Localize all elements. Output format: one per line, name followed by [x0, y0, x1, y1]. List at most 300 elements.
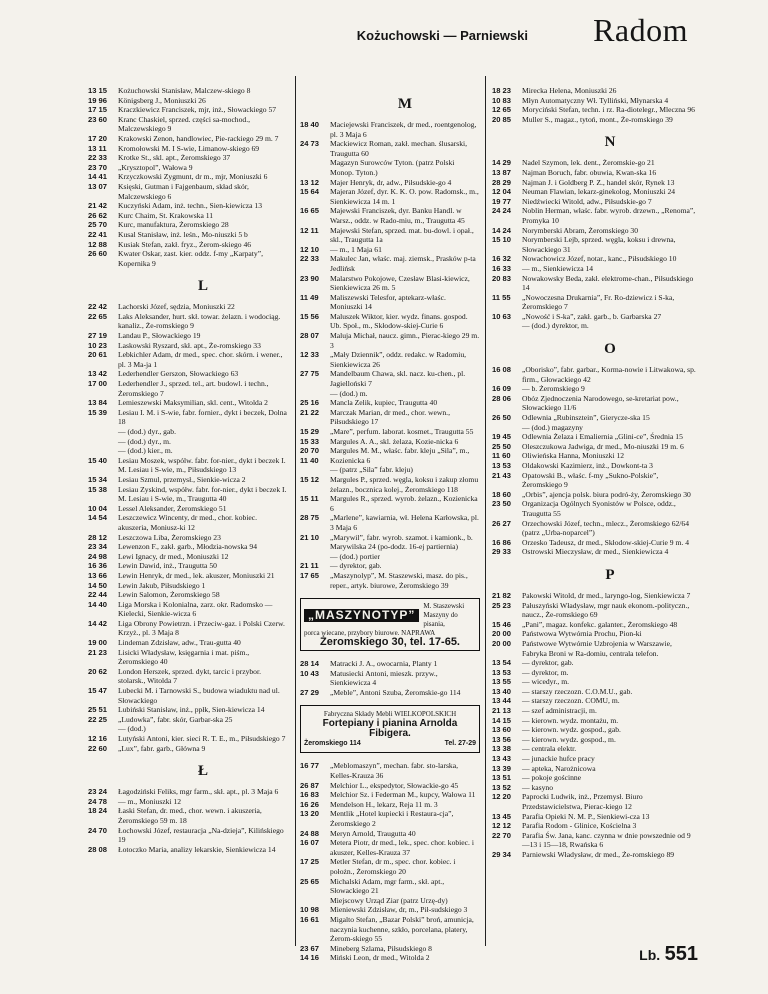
directory-entry: [300, 761, 480, 780]
entry-text: Kwater Oskar, zast. kier. oddz. f-my „Karpaty”, Kopernika 9: [118, 249, 263, 268]
directory-entry: [492, 413, 698, 432]
entry-text: Paprocki Ludwik, inż., Przemysł. Biuro Przedstawicielstwa, Pierac-kiego 12: [522, 792, 643, 811]
entry-text: Mendelson H., lekarz, Reja 11 m. 3 Mentlik „Hotel kupiecki i Restaura-cja”, Żeromskiego 2: [330, 799, 454, 829]
directory-entry: [492, 254, 698, 264]
page-header: [0, 10, 768, 66]
directory-entry: [492, 490, 698, 500]
phone-number: 23 90: [300, 273, 320, 283]
entry-text: — m., Sienkiewicza 14 Nowakowsky Beda, zakł. elektrome-chan., Piłsudskiego 14: [522, 263, 694, 293]
phone-number: 15 29: [300, 427, 320, 436]
directory-entry: [88, 797, 288, 826]
directory-entry: [88, 134, 288, 144]
phone-number: 24 70: [88, 825, 108, 835]
phone-number: 14 50 22 44 14 40: [88, 580, 108, 609]
advert-headline: Fortepiany i pianina Arnolda Fibigera.: [322, 718, 458, 740]
entry-text: Oleszczukowa Jadwiga, dr med., Mo-niuszki 19 m. 6: [522, 441, 684, 451]
directory-entry: [492, 629, 698, 639]
entry-text: Noblin Herman, właśc. fabr. wyrob. drzewn., „Renoma”, Promyka 10: [522, 206, 696, 225]
phone-number: 28 14 10 43: [300, 659, 320, 678]
entry-text: Leszczowa Liba, Żeromskiego 23 Lewenzon F., zakł. garb., Młodzia-nowska 94: [118, 532, 257, 552]
phone-number: 21 11 17 65: [300, 561, 320, 580]
entry-text: Kurc Chaim, St. Krakowska 11 Kurc, manufaktura, Żeromskiego 28 Kusal Stanisław, inż. leśn., Mo-niuszki 5 b: [118, 210, 248, 239]
entry-text: Majewski Stefan, sprzed. mat. bu-dowl. i opał., skl., Traugutta 1a: [330, 225, 474, 245]
entry-text: Orzechowski Józef, techn., mlecz., Żeromskiego 62/64 (patrz „Urba-noparcel”): [522, 518, 690, 538]
entry-text: Lutyński Antoni, kier. sieci R. T. E., m., Piłsudskiego 7: [118, 734, 286, 743]
directory-entry: [88, 734, 288, 744]
phone-number: 16 83: [300, 790, 320, 800]
entry-text: Majewski Franciszek, dyr. Banku Handl. w Warsz., oddz. w Rado-miu, m., Traugutta 45: [330, 206, 465, 225]
phone-number: 24 78 18 24: [88, 796, 108, 816]
phone-number: 16 77: [300, 761, 320, 771]
directory-entry: [300, 178, 480, 188]
directory-entry: [88, 398, 288, 408]
phone-number: 24 98 16 36 13 66: [88, 551, 108, 580]
entry-text: Lemieszewski Maksymilian, skl. cent., Witolda 2: [118, 398, 268, 408]
directory-entry: [492, 442, 698, 452]
directory-entry: [492, 86, 698, 105]
directory-entry: [300, 475, 480, 494]
directory-entry: [88, 96, 288, 115]
directory-entry: [88, 504, 288, 533]
entry-text: Odlewnia Żelaza i Emaliernia „Glini-ce”, Średnia 15: [522, 432, 683, 442]
directory-entry: [492, 620, 698, 630]
phone-number: 23 67 14 16: [300, 943, 320, 963]
directory-entry: [88, 533, 288, 552]
phone-number: 15 39: [88, 407, 108, 417]
directory-entry: [88, 638, 288, 648]
phone-number: 20 00: [492, 638, 512, 648]
directory-entry: [88, 249, 288, 268]
entry-text: Mineberg Szlama, Piłsudskiego 8 Miński Leon, dr med., Witolda 2: [330, 943, 432, 963]
entry-text: London Herszek, sprzed. dykt, tarcic i przybor. stolarsk., Witolda 7: [118, 666, 261, 686]
directory-entry: [492, 499, 698, 518]
directory-entry: [492, 471, 698, 490]
entry-text: Margules A. A., skl. żelaza, Kozie-nicka 6: [330, 436, 459, 446]
directory-entry: [300, 120, 480, 139]
section-letter: M: [397, 96, 413, 112]
page-footer: [639, 943, 698, 966]
phone-number: 28 75: [300, 513, 320, 523]
entry-text: „Nowoczesna Drukarnia”, Fr. Ro-dziewicz i S-ka, Żeromskiego 7: [522, 292, 675, 312]
entry-text: Parniewski Władysław, dr med., Że-romskiego 89: [522, 849, 675, 859]
entry-text: Margules R., sprzed. wyrob. żelazn., Kozienicka 6: [330, 494, 478, 513]
phone-number: 22 42 22 65: [88, 302, 108, 321]
phone-number: 26 62 25 70 22 41: [88, 210, 108, 239]
entry-text: Landau P., Słowackiego 19 Laskowski Ryszard, skł. apt., Że-romskiego 33: [118, 331, 261, 350]
phone-number: 12 11: [300, 225, 319, 235]
directory-entry: [88, 845, 288, 855]
directory-entry: [88, 153, 288, 182]
entry-text: — dyrektor, gab. — dyrektor, m. — wicedyr., m. — starszy rzeczozn. C.O.M.U., gab. — starszy rzeczozn. COMU, m. — szef administracji, m. — kierown. wydz. montażu, m. — kierown. wydz. gospod., gab. — kierown. wydz. gospod., m. — centrala elektr. — junackie hufce pracy — apteka, Narożnicowa — pokoje gościnne — kasyno: [522, 658, 633, 792]
entry-text: Księski, Gutman i Fajgenbaum, skład skór, Malczewskiego 6: [118, 181, 249, 201]
phone-number: 21 43: [492, 470, 512, 480]
entry-text: — dyrektor, gab. „Maszynolyp”, M. Staszewski, masz. do pis., reper., artyk. biurowe, Żeromskiego 39: [330, 561, 468, 590]
directory-entry: [300, 245, 480, 274]
phone-number: 24 24: [492, 206, 512, 216]
phone-number: 27 29: [300, 687, 320, 697]
column-divider: [485, 76, 486, 946]
advert-phone: Tel. 27-29: [444, 740, 476, 748]
section-letter: L: [197, 278, 208, 295]
entry-text: Maliszewski Telesfor, aptekarz-właśc. Moniuszki 14: [330, 292, 446, 312]
phone-number: 13 87: [492, 167, 512, 177]
phone-number: 17 20: [88, 133, 108, 143]
directory-entry: [492, 105, 698, 115]
section-letter: Ł: [197, 763, 208, 780]
entry-text: Maciejewski Franciszek, dr med., roentgenolog, pl. 3 Maja 6: [330, 120, 477, 139]
directory-entry: [492, 432, 698, 442]
entry-text: „Pani”, magaz. konfekc. galanter., Żeromskiego 48: [522, 619, 678, 629]
entry-text: Mirecka Helena, Moniuszki 26 Młyn Automatyczny Wł. Tylliński, Młynarska 4: [522, 86, 669, 105]
directory-entry: [300, 915, 480, 944]
directory-entry: [300, 561, 480, 590]
entry-text: Państwowa Wytwórnia Prochu, Pion-ki: [522, 629, 642, 639]
entry-text: Lewin Jakub, Piłsudskiego 1 Lewin Salomon, Żeromskiego 58 Liga Morska i Kolonialna, zarz. okr. Radomsko — Kielecki, Sienkie-wicza 6: [118, 580, 273, 619]
phone-number: 12 04: [492, 187, 512, 197]
entry-text: Maluszek Wiktor, kier. wydz. finans. gospod. Ub. Społ., m., Skłodow-skiej-Curie 6: [330, 311, 468, 331]
entry-text: „Marlene”, kawiarnia, wł. Helena Karłowska, pl. 3 Maja 6: [330, 513, 479, 532]
entry-text: Lebkichler Adam, dr med., spec. chor. skórn. i wener., pl. 3 Ma-ja 1: [118, 350, 283, 369]
phone-number: 21 82: [492, 590, 512, 600]
phone-number: 23 50: [492, 499, 512, 509]
phone-number: 21 23: [88, 647, 108, 657]
entry-text: Majer Henryk, dr, adw., Piłsudskie-go 4: [330, 177, 452, 187]
entry-text: Muller S., magaz., tytoń, mont., Że-romskiego 39: [522, 114, 673, 124]
directory-entry: [492, 365, 698, 384]
phone-number: 25 65: [300, 876, 320, 886]
phone-number: 13 12: [300, 177, 320, 187]
entry-text: Pakowski Witold, dr med., laryngo-log, Sienkiewicza 7: [522, 590, 691, 600]
phone-number: 11 60 13 53: [492, 451, 512, 470]
entry-text: Michalski Adam, mgr farm., skł. apt., Słowackiego 21 Miejscowy Urząd Ziar (patrz Urzę-dy): [330, 876, 448, 905]
directory-entry: [88, 686, 288, 705]
phone-number: 12 88: [88, 239, 108, 249]
entry-text: „Oborisko”, fabr. garbar., Korma-nowie i Litwakowa, sp. firm., Głowackiego 42: [522, 365, 696, 384]
phone-number: 16 09 28 06: [492, 384, 512, 403]
phone-number: 18 40: [300, 120, 320, 129]
directory-entry: [88, 648, 288, 667]
directory-entry: [300, 427, 480, 437]
directory-column-3: [492, 86, 698, 946]
phone-number: 15 34: [88, 474, 108, 484]
directory-entry: [492, 197, 698, 207]
entry-text: Łotoczko Maria, analizy lekarskie, Sienkiewicza 14: [118, 844, 276, 854]
directory-entry: [492, 519, 698, 538]
entry-text: Meryn Arnold, Traugutta 40 Metera Piotr, dr med., lek., spec. chor. kobiec. i akuszer, Kelles-Krauza 37: [330, 828, 474, 857]
phone-number: 20 00: [492, 629, 512, 639]
entry-text: — b. Żeromskiego 9 Obóz Zjednoczenia Narodowego, se-kretariat pow., Słowackiego 11/6: [522, 384, 679, 413]
directory-entry: [300, 350, 480, 369]
directory-entry: [300, 688, 480, 698]
phone-number: 28 29: [492, 177, 512, 187]
directory-entry: [492, 812, 698, 822]
directory-entry: [300, 293, 480, 312]
entry-text: Margules M. M., właśc. fabr. kleju „Sila”, m., Kozienicka 6 — (patrz „Sila” fabr. kleju): [330, 446, 470, 475]
phone-number: 28 12 23 34: [88, 532, 108, 552]
directory-entry: [88, 581, 288, 619]
phone-number: 16 08: [492, 365, 512, 375]
entry-text: Melchior Sz. i Federman M., kupcy, Wałowa 11: [330, 790, 476, 800]
directory-column-2: [300, 86, 480, 963]
entry-text: Parafia Opieki N. M. P., Sienkiewi-cza 13: [522, 811, 650, 821]
phone-number: 14 42: [88, 618, 108, 628]
phone-number: 20 62: [88, 666, 108, 676]
phone-number: 19 00: [88, 638, 108, 648]
phone-number: 10 04 14 54: [88, 503, 108, 523]
entry-text: Kożuchowski Stanisław, Malczew-skiego 8: [118, 86, 251, 95]
directory-entry: [300, 206, 480, 225]
directory-entry: [88, 86, 288, 96]
phone-number: 13 15: [88, 86, 108, 95]
directory-entry: [300, 369, 480, 398]
phone-number: 15 12: [300, 474, 320, 484]
header-city: Radom: [593, 12, 688, 48]
phone-number: 12 12 22 70: [492, 821, 512, 840]
phone-number: 25 50: [492, 441, 512, 451]
entry-text: Königsberg J., Moniuszki 26 Kraczkiewicz Franciszek, mjr, inż., Słowackiego 57: [118, 95, 277, 115]
directory-entry: [300, 800, 480, 829]
directory-entry: [300, 905, 480, 915]
phone-number: 26 60: [88, 249, 108, 259]
directory-entry: [492, 168, 698, 178]
header-names: Kożuchowski — Parniewski: [356, 28, 528, 43]
phone-number: 13 07: [88, 181, 108, 191]
entry-text: Lesiau Zyskind, współw. fabr. for-nier., dykt i beczek I. M. Lesiau i S-wie, m., Traugutta 40: [118, 484, 287, 504]
phone-number: 19 77: [492, 196, 512, 206]
directory-entry: [492, 312, 698, 331]
directory-entry: [300, 857, 480, 876]
phone-number: 26 50: [492, 413, 512, 423]
directory-entry: [88, 619, 288, 638]
entry-text: Lesiau Moszek, wspólw. fabr. for-nier., dykt i beczek I. M. Lesiau i S-wie, m., Piłsudskiego 13: [118, 455, 286, 475]
phone-number: 12 65: [492, 105, 512, 115]
directory-entry: [88, 182, 288, 201]
directory-entry: [300, 331, 480, 350]
entry-text: Neuman Flawian, lekarz-ginekolog, Moniuszki 24: [522, 187, 676, 197]
entry-text: Liga Obrony Powietrzn. i Przeciw-gaz. i Polski Czerw. Krzyż., pl. 3 Maja 8: [118, 618, 285, 638]
directory-entry: [88, 350, 288, 369]
directory-entry: [492, 639, 698, 658]
phone-number: 20 61: [88, 350, 108, 360]
phone-number: 16 32: [492, 254, 512, 264]
directory-entry: [492, 547, 698, 557]
advert-line: porca wiecane, przybory biurowe. NAPRAWA: [304, 629, 436, 638]
phone-number: 28 07: [300, 331, 320, 341]
directory-entry: [88, 201, 288, 211]
phone-number: 22 33 23 70 14 41: [88, 153, 108, 182]
entry-text: „Meblomaszyn”, mechan. fabr. sto-larska, Kelles-Krauza 36: [330, 761, 458, 781]
directory-entry: [492, 187, 698, 197]
phone-number: 25 51: [88, 705, 108, 715]
phone-number: 15 33: [300, 436, 320, 446]
directory-entry: [492, 115, 698, 125]
advert-text: [423, 602, 476, 629]
directory-entry: [492, 821, 698, 850]
entry-text: Kuczyński Adam, inż. techn., Sien-kiewicza 13: [118, 201, 263, 211]
phone-number: 16 65: [300, 206, 320, 216]
directory-entry: [492, 591, 698, 601]
phone-number: 23 60: [88, 114, 108, 124]
directory-entry: [88, 715, 288, 734]
phone-number: 15 38: [88, 484, 108, 494]
phone-number: 26 27: [492, 518, 512, 528]
phone-number: 10 98: [300, 905, 320, 915]
section-letter: N: [604, 134, 616, 151]
directory-entry: [492, 226, 698, 255]
phone-number: 10 63: [492, 311, 512, 321]
directory-entry: [88, 744, 288, 754]
advert-row: [304, 602, 476, 629]
directory-entry: [300, 944, 480, 963]
phone-number: 24 73: [300, 139, 320, 149]
phone-number: 15 46: [492, 619, 512, 629]
phone-number: 29 33: [492, 547, 512, 557]
directory-entry: [88, 408, 288, 456]
advert-line: Fabryczna Składy Mebli WIELKOPOLSKICH: [323, 710, 457, 719]
entry-text: Lubecki M. i Tarnowski S., budowa wiaduktu nad ul. Słowackiego: [118, 686, 280, 705]
entry-text: Malarstwo Pokojowe, Czesław Blasi-kiewicz, Sienkiewicza 26 m. 5: [330, 273, 470, 293]
advert-logo: „MASZYNOTYP”: [304, 609, 419, 622]
phone-number: 16 61: [300, 914, 320, 924]
phone-number: 18 23 10 83: [492, 86, 512, 105]
directory-entry: [88, 331, 288, 350]
advert-line: M. Staszewski: [423, 602, 465, 611]
entry-text: Majeran Józef, dyr. K. K. O. pow. Radomsk., m., Sienkiewicza 14 m. 1: [330, 187, 479, 206]
directory-entry: [300, 781, 480, 791]
phone-number: 13 84: [88, 398, 108, 408]
directory-entry: [300, 226, 480, 245]
directory-entry: [88, 475, 288, 485]
entry-text: Margules P., sprzed. węgla, koksu i zakup złomu żelazn., bocznica kolej., Żeromskiego 118: [330, 474, 479, 494]
directory-entry: [300, 513, 480, 532]
directory-entry: [88, 705, 288, 715]
entry-text: Lachorski Józef, sędzia, Moniuszki 22 Laks Aleksander, hurt. skł. towar. żelazn. i wodociąg. kanaliz., Że-romskiego 9: [118, 302, 281, 331]
phone-number: 17 25: [300, 857, 320, 867]
page-number: 551: [664, 943, 698, 965]
entry-text: Łochowski Józef, restauracja „Na-dzieja”, Kilińskiego 19: [118, 825, 284, 845]
phone-number: 18 60: [492, 489, 512, 499]
phone-number: 16 33 20 83: [492, 263, 512, 283]
maszynotyp-advert: [300, 598, 480, 651]
directory-entry: [492, 178, 698, 188]
directory-entry: [88, 826, 288, 845]
phone-number: 13 11: [88, 143, 107, 153]
directory-entry: [492, 451, 698, 470]
phone-number: 25 23: [492, 600, 512, 610]
column-divider: [295, 76, 296, 946]
entry-text: Mancla Zelik, kupiec, Traugutta 40 Marczak Marian, dr med., chor. wewn., Piłsudskiego 17: [330, 398, 450, 427]
directory-entry: [88, 144, 288, 154]
entry-text: Moryciński Stefan, techn. i rz. Ra-diotelegr., Mleczna 96: [522, 105, 695, 115]
entry-text: Najman J. i Goldberg P. Z., handel skór, Rynek 13: [522, 177, 675, 187]
phone-number: 25 16 21 22: [300, 398, 320, 417]
phone-number: 11 55: [492, 292, 511, 302]
phone-number: 28 08: [88, 844, 108, 854]
entry-text: „Mare”, perfum. laborat. kosmet., Traugutta 55: [330, 427, 474, 436]
directory-entry: [88, 787, 288, 797]
entry-text: Orzesko Tadeusz, dr med., Skłodow-skiej-Curie 9 m. 4: [522, 537, 689, 547]
phone-number: 19 96 17 15: [88, 95, 108, 115]
directory-entry: [300, 187, 480, 206]
directory-entry: [492, 384, 698, 413]
phone-number: 16 26 13 20: [300, 799, 320, 819]
phone-number: 22 25: [88, 714, 108, 724]
directory-entry: [492, 658, 698, 792]
section-letter: O: [604, 341, 616, 358]
entry-text: Norymberski Abram, Żeromskiego 30 Norymberski Lejb, sprzed. węgla, koksu i drewna, Słowackiego 31: [522, 225, 676, 254]
directory-entry: [300, 274, 480, 293]
advert-line: Maszyny do pisania,: [423, 611, 458, 629]
directory-entry: [492, 158, 698, 168]
phone-number: 15 11: [300, 494, 319, 504]
entry-text: Państwowe Wytwórnie Uzbrojenia w Warszawie, Fabryka Broni w Ra-domiu, centrala telefon.: [522, 638, 672, 658]
entry-text: Nadel Szymon, lek. dent., Żeromskie-go 21: [522, 158, 655, 168]
entry-text: Parafia Rodom - Glinice, Kościelna 3 Parafia Św. Jana, kanc. czynna w dnie powszednie od 9—13 i 15—18, Rwańska 6: [522, 821, 691, 850]
directory-entry: [88, 115, 288, 134]
fibiger-advert: [300, 705, 480, 753]
directory-entry: [300, 877, 480, 906]
directory-column-1: [88, 86, 288, 946]
directory-entry: [88, 456, 288, 475]
entry-text: Nowachowicz Józef, notar., kanc., Piłsudskiego 10: [522, 254, 677, 264]
entry-text: Łagodziński Feliks, mgr farm., skł. apt., pl. 3 Maja 6: [118, 787, 279, 797]
phone-number: 29 34: [492, 849, 512, 859]
entry-text: Lesiau Szmul, przemysł., Sienkie-wicza 2: [118, 474, 246, 484]
entry-text: „Meble”, Antoni Szuba, Żeromskie-go 114: [330, 687, 461, 697]
entry-text: Krotke St., skl. apt., Żeromskiego 37 „Krysztopol”, Wałowa 9 Krzyczkowski Zygmunt, dr m., mjr, Moniuszki 6: [118, 153, 268, 182]
phone-number: 13 45: [492, 811, 512, 821]
directory-entry: [300, 790, 480, 800]
advert-footer: [304, 739, 476, 749]
phone-number: 16 86: [492, 537, 512, 547]
directory-entry: [300, 437, 480, 447]
advert-address: Żeromskiego 114: [304, 740, 361, 748]
phone-number: 21 42: [88, 201, 108, 211]
phone-number: 21 10: [300, 532, 320, 542]
phone-number: 12 10 22 33: [300, 244, 320, 264]
entry-text: „Mały Dziennik”, oddz. redakc. w Radomiu, Sienkiewicza 26: [330, 350, 467, 369]
advert-address: Żeromskiego 30, tel. 17-65.: [319, 636, 460, 649]
phone-number: 14 24 15 10: [492, 225, 512, 245]
phone-number: 24 88 16 07: [300, 828, 320, 848]
entry-text: „Nowość i S-ka”, zakł. garb., b. Garbarska 27 — (dod.) dyrektor, m.: [522, 311, 662, 331]
entry-text: „Lux”, fabr. garb., Główna 9: [118, 743, 206, 753]
entry-text: — m., Moniuszki 12 Łaski Stefan, dr. med., chor. wewn. i akuszeria, Żeromskiego 59 m. 18: [118, 796, 262, 825]
phone-number: 15 40: [88, 455, 108, 465]
entry-text: Mandelbaum Chawa, skl. nacz. ku-chen., pl. Jagielloński 7 — (dod.) m.: [330, 369, 466, 398]
entry-text: Kranc Chaskiel, sprzed. części sa-mochod., Malczewskiego 9: [118, 114, 250, 134]
entry-text: Organizacja Ogólnych Syonistów w Polsce, oddz., Traugutta 55: [522, 499, 676, 518]
entry-text: Migalto Stefan, „Bazar Polski” broń, amunicja, naczynia kuchenne, szkło, porcelana, platery, Żerom-skiego 55: [330, 914, 474, 944]
entry-text: Ostrowski Mieczysław, dr med., Sienkiewicza 4: [522, 547, 669, 557]
entry-text: Pałuszyński Władysław, mgr nauk ekonom.-polityczn., naucz., Że-romskiego 69: [522, 600, 690, 620]
directory-entry: [88, 485, 288, 504]
phone-number: 27 19 10 23: [88, 331, 108, 350]
directory-entry: [300, 446, 480, 475]
entry-text: Melchior L., ekspedytor, Słowackie-go 45: [330, 780, 459, 790]
directory-entry: [88, 667, 288, 686]
phone-number: 23 24: [88, 787, 108, 797]
directory-entry: [492, 293, 698, 312]
phone-number: 11 49: [300, 292, 319, 302]
entry-text: „Orbis”, ajencja polsk. biura podró-ży, Żeromskiego 30: [522, 489, 691, 499]
section-letter: P: [605, 566, 615, 583]
phone-number: 15 56: [300, 311, 320, 321]
phone-number: 22 60: [88, 743, 108, 753]
directory-entry: [300, 533, 480, 562]
directory-entry: [300, 312, 480, 331]
entry-text: Metler Stefan, dr m., spec. chor. kobiec. i położn., Żeromskiego 20: [330, 857, 456, 876]
